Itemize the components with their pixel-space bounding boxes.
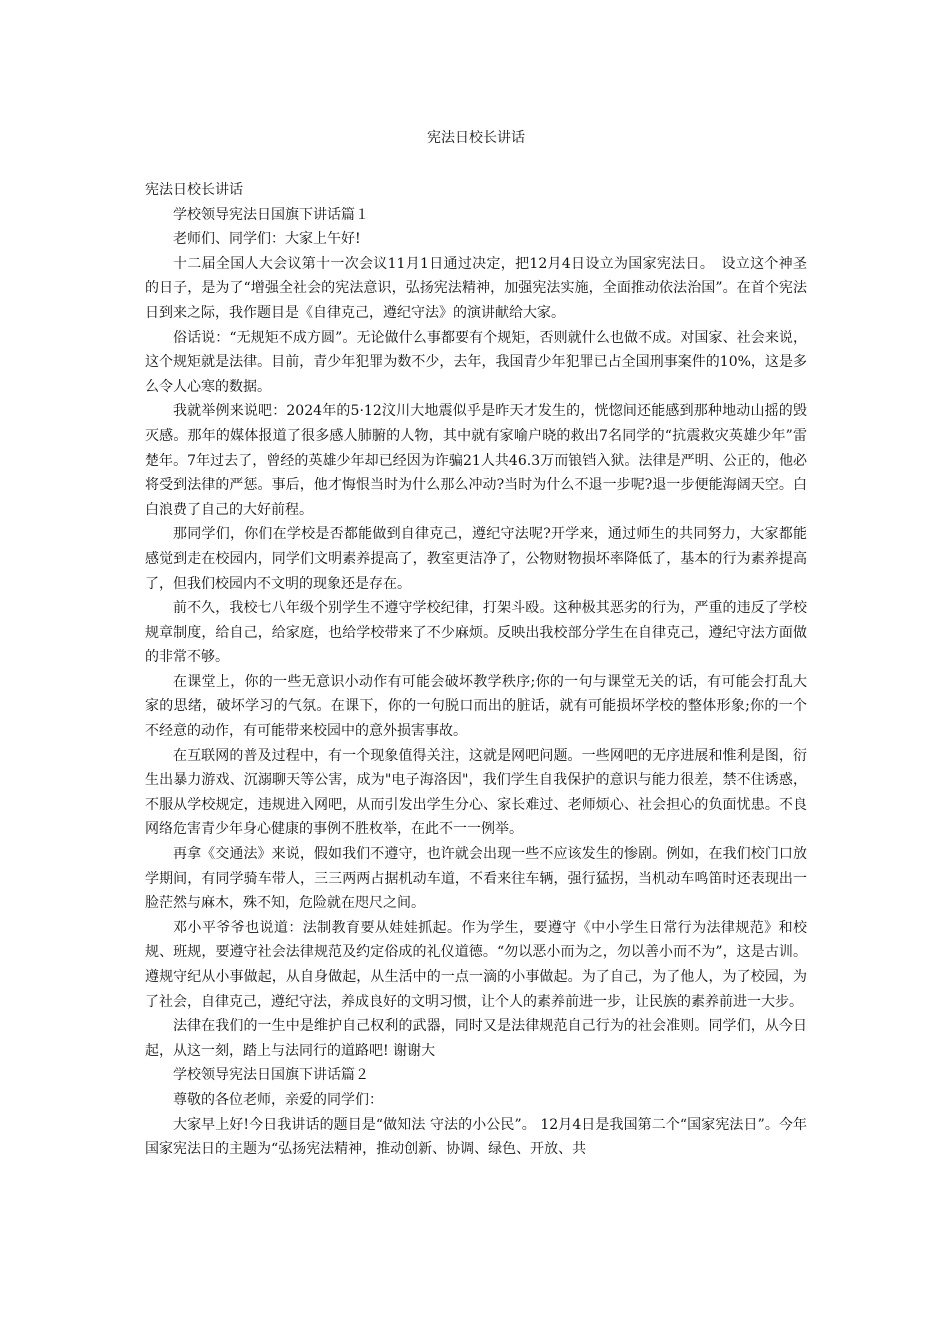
paragraph: 前不久，我校七八年级个别学生不遵守学校纪律，打架斗殴。这种极其恶劣的行为，严重的违反了学校规章制度，给自己，给家庭，也给学校带来了不少麻烦。反映出我校部分学生在自律克己，遵纪守法方面做的非常不够。 [145, 600, 807, 666]
section-heading-1: 学校领导宪法日国旗下讲话篇１ [173, 206, 369, 223]
greeting: 尊敬的各位老师，亲爱的同学们： [173, 1091, 383, 1108]
paragraph: 十二届全国人大会议第十一次会议11月1日通过决定，把12月4日设立为国家宪法日。 设立这个神圣的日子，是为了“增强全社会的宪法意识，弘扬宪法精神，加强宪法实施，全面推动依法治国”。在首个宪法日到来之际，我作题目是《自律克己，遵纪守法》的演讲献给大家。 [145, 255, 807, 321]
paragraph: 大家早上好!今日我讲话的题目是“做知法 守法的小公民”。 12月4日是我国第二个“国家宪法日”。今年国家宪法日的主题为“弘扬宪法精神，推动创新、协调、绿色、开放、共 [145, 1116, 807, 1158]
paragraph: 我就举例来说吧：2024年的5·12汶川大地震似乎是昨天才发生的，恍惚间还能感到那种地动山摇的毁灭感。那年的媒体报道了很多感人肺腑的人物，其中就有家喻户晓的救出7名同学的“抗震救灾英雄少年”雷楚年。7年过去了，曾经的英雄少年却已经因为诈骗21人共46.3万而锒铛入狱。法律是严明、公正的，他必将受到法律的严惩。事后，他才悔恨当时为什么那么冲动?当时为什么不退一步呢?退一步便能海阔天空。白白浪费了自己的大好前程。 [145, 403, 807, 518]
paragraph: 俗话说：“无规矩不成方圆”。无论做什么事都要有个规矩，否则就什么也做不成。对国家、社会来说，这个规矩就是法律。目前，青少年犯罪为数不少，去年，我国青少年犯罪已占全国刑事案件的10%，这是多么令人心寒的数据。 [145, 329, 807, 395]
paragraph: 那同学们，你们在学校是否都能做到自律克己，遵纪守法呢?开学来，通过师生的共同努力，大家都能感觉到走在校园内，同学们文明素养提高了，教室更洁净了，公物财物损坏率降低了，基本的行为素养提高了，但我们校园内不文明的现象还是存在。 [145, 526, 807, 592]
paragraph: 邓小平爷爷也说道：法制教育要从娃娃抓起。作为学生，要遵守《中小学生日常行为法律规范》和校规、班规，要遵守社会法律规范及约定俗成的礼仪道德。“勿以恶小而为之，勿以善小而不为”，这是古训。遵规守纪从小事做起，从自身做起，从生活中的一点一滴的小事做起。为了自己，为了他人，为了校园，为了社会，自律克己，遵纪守法，养成良好的文明习惯，让个人的素养前进一步，让民族的素养前进一大步。 [145, 919, 807, 1010]
paragraph: 在课堂上，你的一些无意识小动作有可能会破坏教学秩序;你的一句与课堂无关的话，有可能会打乱大家的思绪，破坏学习的气氛。在课下，你的一句脱口而出的脏话，就有可能损坏学校的整体形象;你的一个不经意的动作，有可能带来校园中的意外损害事故。 [145, 673, 807, 740]
document-body [145, 178, 807, 1162]
section-heading-2: 学校领导宪法日国旗下讲话篇２ [173, 1067, 369, 1084]
document-heading: 宪法日校长讲话 [145, 182, 243, 198]
greeting: 老师们、同学们：大家上午好! [173, 231, 361, 248]
paragraph: 再拿《交通法》来说，假如我们不遵守，也许就会出现一些不应该发生的惨剧。例如，在我们校门口放学期间，有同学骑车带人，三三两两占据机动车道，不看来往车辆，强行猛拐，当机动车鸣笛时还表现出一脸茫然与麻木，殊不知，危险就在咫尺之间。 [145, 846, 807, 912]
paragraph: 在互联网的普及过程中，有一个现象值得关注，这就是网吧问题。一些网吧的无序进展和惟利是图，衍生出暴力游戏、沉溺聊天等公害，成为"电子海洛因"，我们学生自我保护的意识与能力很差，禁不住诱惑，不服从学校规定，违规进入网吧，从而引发出学生分心、家长难过、老师烦心、社会担心的负面忧患。不良网络危害青少年身心健康的事例不胜枚举，在此不一一例举。 [145, 747, 807, 838]
paragraph: 法律在我们的一生中是维护自己权利的武器，同时又是法律规范自己行为的社会准则。同学们，从今日起，从这一刻，踏上与法同行的道路吧! 谢谢大 [145, 1018, 807, 1059]
page-title: 宪法日校长讲话 [427, 130, 525, 146]
